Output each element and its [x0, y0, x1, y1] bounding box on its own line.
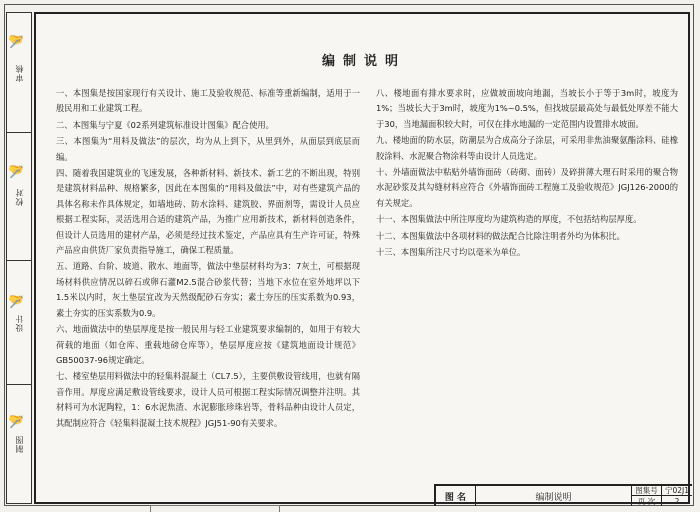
signature-strip — [6, 12, 32, 504]
strip-label-design: 设计 — [14, 313, 24, 332]
drawing-name-label: 图 名 — [436, 486, 476, 506]
signature-mark: ✍ — [9, 163, 24, 179]
atlas-info — [632, 486, 694, 506]
strip-label-review: 审核 — [14, 63, 24, 82]
note-paragraph: 十二、本图集做法中各项材料的做法配合比除注明者外均为体积比。 — [376, 230, 625, 241]
note-paragraph: 十一、本图集做法中所注厚度均为建筑构造的厚度，不包括结构层厚度。 — [376, 214, 642, 225]
note-paragraph: 十、外墙面做法中粘贴外墙饰面砖（砖砌、面砖）及碎拼薄大理石时采用的聚合物水泥砂浆及其勾缝材料应符合《外墙饰面砖工程施工及验收规范》JGJ126-2000的有关规定。 — [376, 167, 678, 208]
note-paragraph: 六、地面做法中的垫层厚度是按一般民用与轻工业建筑要求编制的，如用于有较大荷载的地面（如仓库、重载地磅仓库等），垫层厚度应按《建筑地面设计规范》GB50037-96规定确定。 — [56, 324, 360, 365]
note-paragraph: 三、本图集为“用料及做法”的层次，均为从上到下，从里到外，从面层到底层而编。 — [56, 136, 360, 162]
page-number-value: 2 — [674, 496, 680, 506]
drawing-sheet — [34, 12, 690, 504]
left-column — [56, 86, 360, 431]
strip-cell-check — [7, 133, 31, 261]
right-column — [376, 86, 678, 260]
signature-mark: ✍ — [9, 293, 24, 309]
note-paragraph: 十三、本图集所注尺寸均以毫米为单位。 — [376, 247, 526, 258]
note-paragraph: 四、随着我国建筑业的飞速发展，各种新材料、新技术、新工艺的不断出现，特别是建筑材料品种、规格繁多，因此在本图集的“用料及做法”中，对有些建筑产品的具体名称未作具体规定，如墙地砖、防水涂料、建筑胶、界面剂等，需设计人员应根据工程实际，灵活选用合适的建筑产品，为推广应用新技术，新材料创造条件，但设计人员选用的建材产品，必须是经过技术鉴定，产品应具有生产许可证，特殊产品应由供货厂家负责指导施工，确保工程质量。 — [56, 168, 360, 256]
page-title: 编制说明 — [321, 54, 406, 69]
strip-cell-design — [7, 261, 31, 385]
signature-mark: ✍ — [9, 33, 24, 49]
note-paragraph: 八、楼地面有排水要求时，应做坡面坡向地漏，当坡长小于等于3m时，坡度为1%；当坡长大于3m时，坡度为1%~0.5%，但找坡层最高处与最低处厚差不能大于30，当地漏面积较大时，可仅在排水地漏的一定范围内设置排水坡面。 — [376, 88, 678, 129]
atlas-number-value: 宁02J1 — [662, 486, 692, 496]
strip-label-draw: 制图 — [14, 435, 24, 453]
page-number-label: 页 次 — [632, 496, 662, 506]
note-paragraph: 一、本图集是按国家现行有关设计、施工及验收规范、标准等重新编制，适用于一般民用和工业建筑工程。 — [56, 88, 360, 114]
note-paragraph: 二、本图集与宁夏《02系列建筑标准设计图集》配合使用。 — [56, 119, 274, 130]
drawing-name-value: 编制说明 — [476, 486, 632, 506]
note-paragraph: 九、楼地面的防水层，防潮层为合成高分子涂层，可采用非焦油聚氨酯涂料、硅橡胶涂料、水泥聚合物涂料等由设计人员选定。 — [376, 135, 678, 161]
strip-cell-draw — [7, 385, 31, 503]
title-block — [434, 484, 692, 506]
signature-mark: ✍ — [9, 413, 24, 429]
note-paragraph: 七、楼室垫层用料做法中的轻集料混凝土（CL7.5），主要供敷设管线用，也就有隔音作用。厚度应满足敷设管线要求，设计人员可根据工程实际情况调整并注明。其材料可为水泥陶粒，1：6水泥焦渣、水泥膨胀珍珠岩等，骨料品种由设计人员定，其配制应符合《轻集料混凝土技术规程》JGJ51-90有关要求。 — [56, 371, 360, 428]
note-paragraph: 五、道路、台阶、坡道、散水、地面等，做法中垫层材料均为3：7灰土，可根据现场材料供应情况以碎石或卵石灌M2.5混合砂浆代替；当地下水位在室外地坪以下1.5米以内时，灰土垫层宜改为天然级配砂石夯实；素土夯压的压实系数为0.93，素土夯实的压实系数为0.9。 — [56, 261, 360, 318]
strip-label-check: 校对 — [14, 187, 24, 206]
atlas-number-label: 图集号 — [632, 486, 662, 496]
strip-cell-review — [7, 13, 31, 133]
